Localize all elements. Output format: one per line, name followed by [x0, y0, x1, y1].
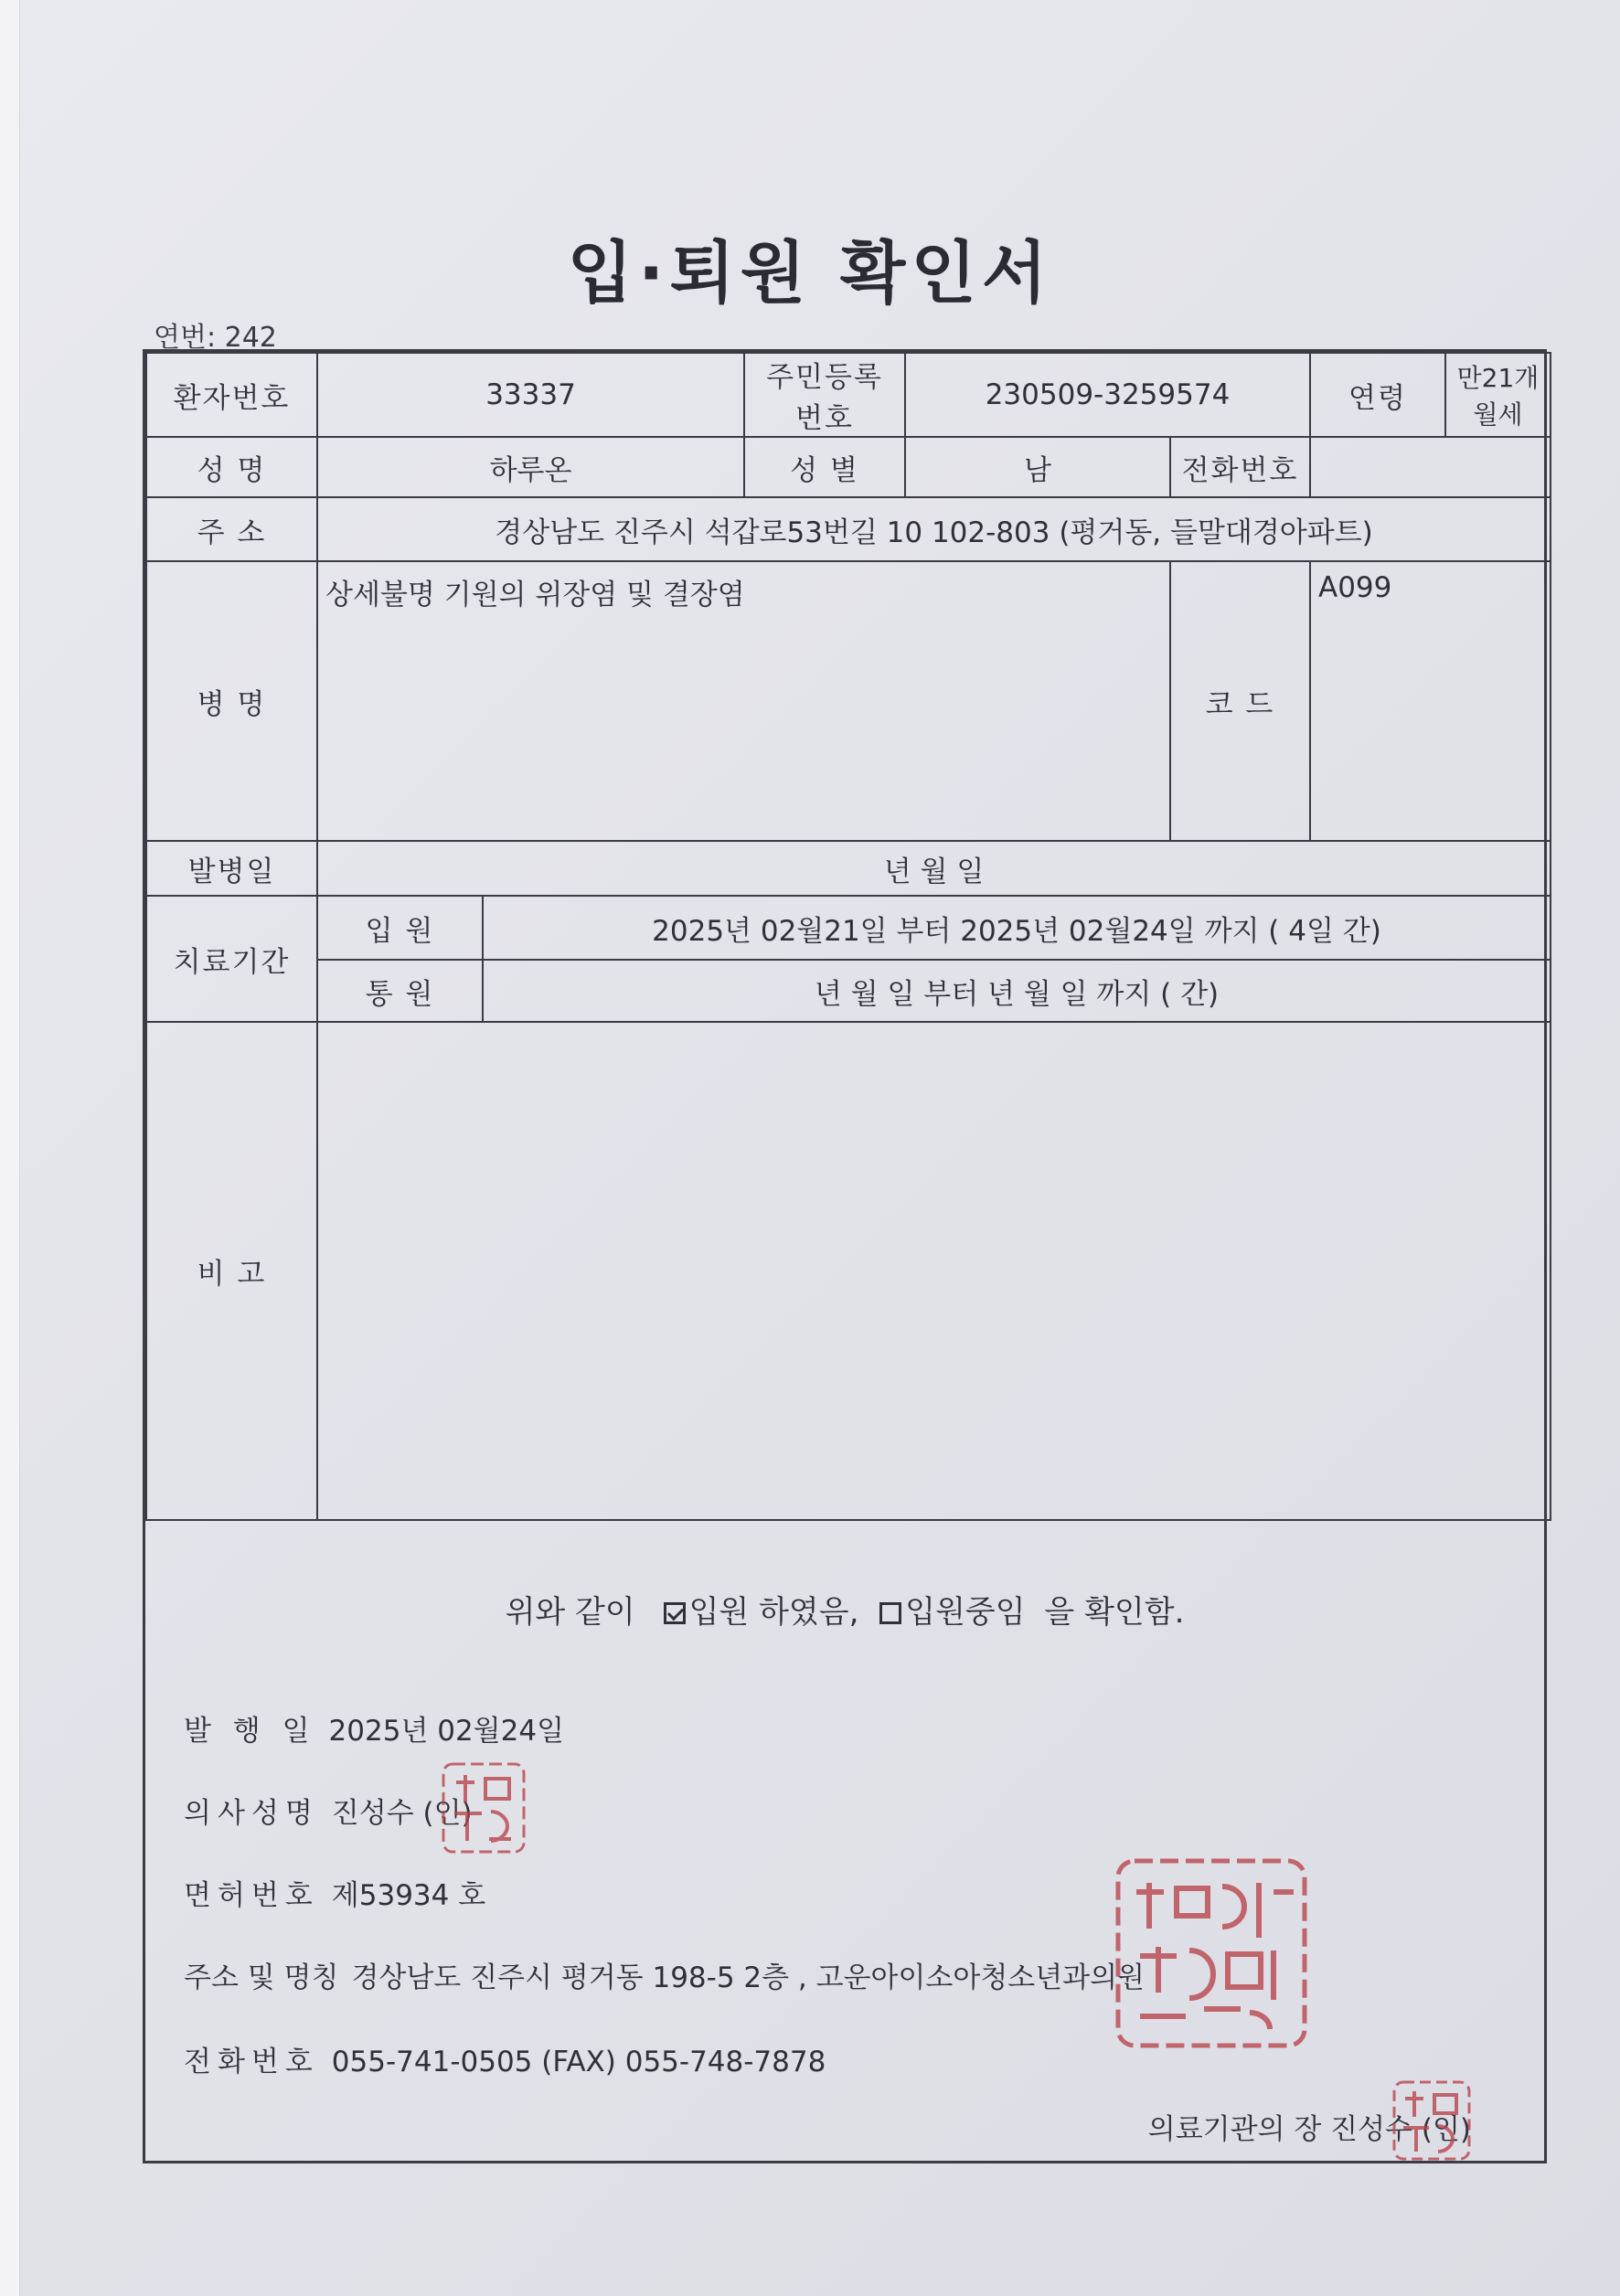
age-value: 만21개월세: [1445, 353, 1551, 437]
institution-address-label: 주소 및 명칭: [184, 1961, 339, 1994]
checked-box-icon: [664, 1602, 686, 1624]
paper-edge: [0, 0, 20, 2296]
seal-stamp-icon: [1391, 2078, 1473, 2163]
institution-phone-row: [184, 2038, 826, 2079]
confirmation-suffix: 을 확인함.: [1044, 1594, 1185, 1631]
institution-phone-label: 전화번호: [184, 2046, 319, 2078]
onset-value: 년 월 일: [317, 841, 1551, 896]
address-value: 경상남도 진주시 석갑로53번길 10 102-803 (평거동, 들말대경아파트): [317, 497, 1551, 561]
diagnosis-name: 상세불명 기원의 위장염 및 결장염: [317, 561, 1170, 841]
confirmation-option-inpatient: 입원중임: [905, 1594, 1026, 1631]
sex-label: 성 별: [744, 437, 905, 497]
address-label: 주 소: [146, 497, 317, 561]
confirmation-section: [145, 1521, 1544, 2191]
institution-phone-value: 055-741-0505 (FAX) 055-748-7878: [331, 2046, 826, 2078]
diagnosis-label: 병 명: [146, 561, 317, 841]
age-label: 연령: [1310, 353, 1445, 437]
remarks-label: 비 고: [146, 1022, 317, 1520]
confirmation-prefix: 위와 같이: [505, 1594, 635, 1631]
onset-label: 발병일: [146, 841, 317, 896]
empty-box-icon: [879, 1602, 901, 1624]
seal-stamp-icon: [1113, 1855, 1310, 2051]
license-label: 면허번호: [184, 1879, 319, 1912]
institution-address-value: 경상남도 진주시 평거동 198-5 2층 , 고운아이소아청소년과의원: [351, 1961, 1145, 1994]
outpatient-period: 년 월 일 부터 년 월 일 까지 ( 간): [483, 960, 1551, 1022]
rrn-value: 230509-3259574: [905, 353, 1310, 437]
phone-label: 전화번호: [1170, 437, 1310, 497]
code-label: 코 드: [1170, 561, 1310, 841]
institution-head: 의료기관의 장 진성수 (인): [1147, 2113, 1471, 2146]
license-value: 제53934 호: [331, 1879, 486, 1912]
name-label: 성 명: [146, 437, 317, 497]
license-row: [184, 1872, 485, 1913]
name-value: 하루온: [317, 437, 744, 497]
sex-value: 남: [905, 437, 1170, 497]
doctor-row: [184, 1790, 473, 1831]
form-frame: [143, 349, 1547, 2163]
phone-value: [1310, 437, 1551, 497]
issue-date-row: [184, 1707, 564, 1749]
institution-address-row: [184, 1954, 1145, 1995]
outpatient-label: 통 원: [317, 960, 483, 1022]
issue-date-value: 2025년 02월24일: [328, 1715, 565, 1748]
inpatient-period: 2025년 02월21일 부터 2025년 02월24일 까지 ( 4일 간): [483, 896, 1551, 960]
doctor-label: 의사성명: [184, 1797, 319, 1830]
patient-no-label: 환자번호: [146, 353, 317, 437]
document-title: 입·퇴원 확인서: [567, 234, 1053, 313]
patient-info-table: [145, 352, 1551, 1521]
doctor-name: 진성수 (인): [331, 1797, 473, 1830]
serial-number: 연번: 242: [154, 322, 277, 354]
inpatient-label: 입 원: [317, 896, 483, 960]
remarks-value: [317, 1022, 1551, 1520]
seal-stamp-icon: [440, 1760, 528, 1855]
issue-date-label: 발 행 일: [184, 1715, 316, 1748]
code-value: A099: [1310, 561, 1551, 841]
confirmation-option-admitted: 입원 하였음,: [688, 1594, 859, 1631]
confirmation-statement: [145, 1587, 1544, 1632]
treatment-label: 치료기간: [146, 896, 317, 1022]
patient-no-value: 33337: [317, 353, 744, 437]
rrn-label: 주민등록번호: [744, 353, 905, 437]
